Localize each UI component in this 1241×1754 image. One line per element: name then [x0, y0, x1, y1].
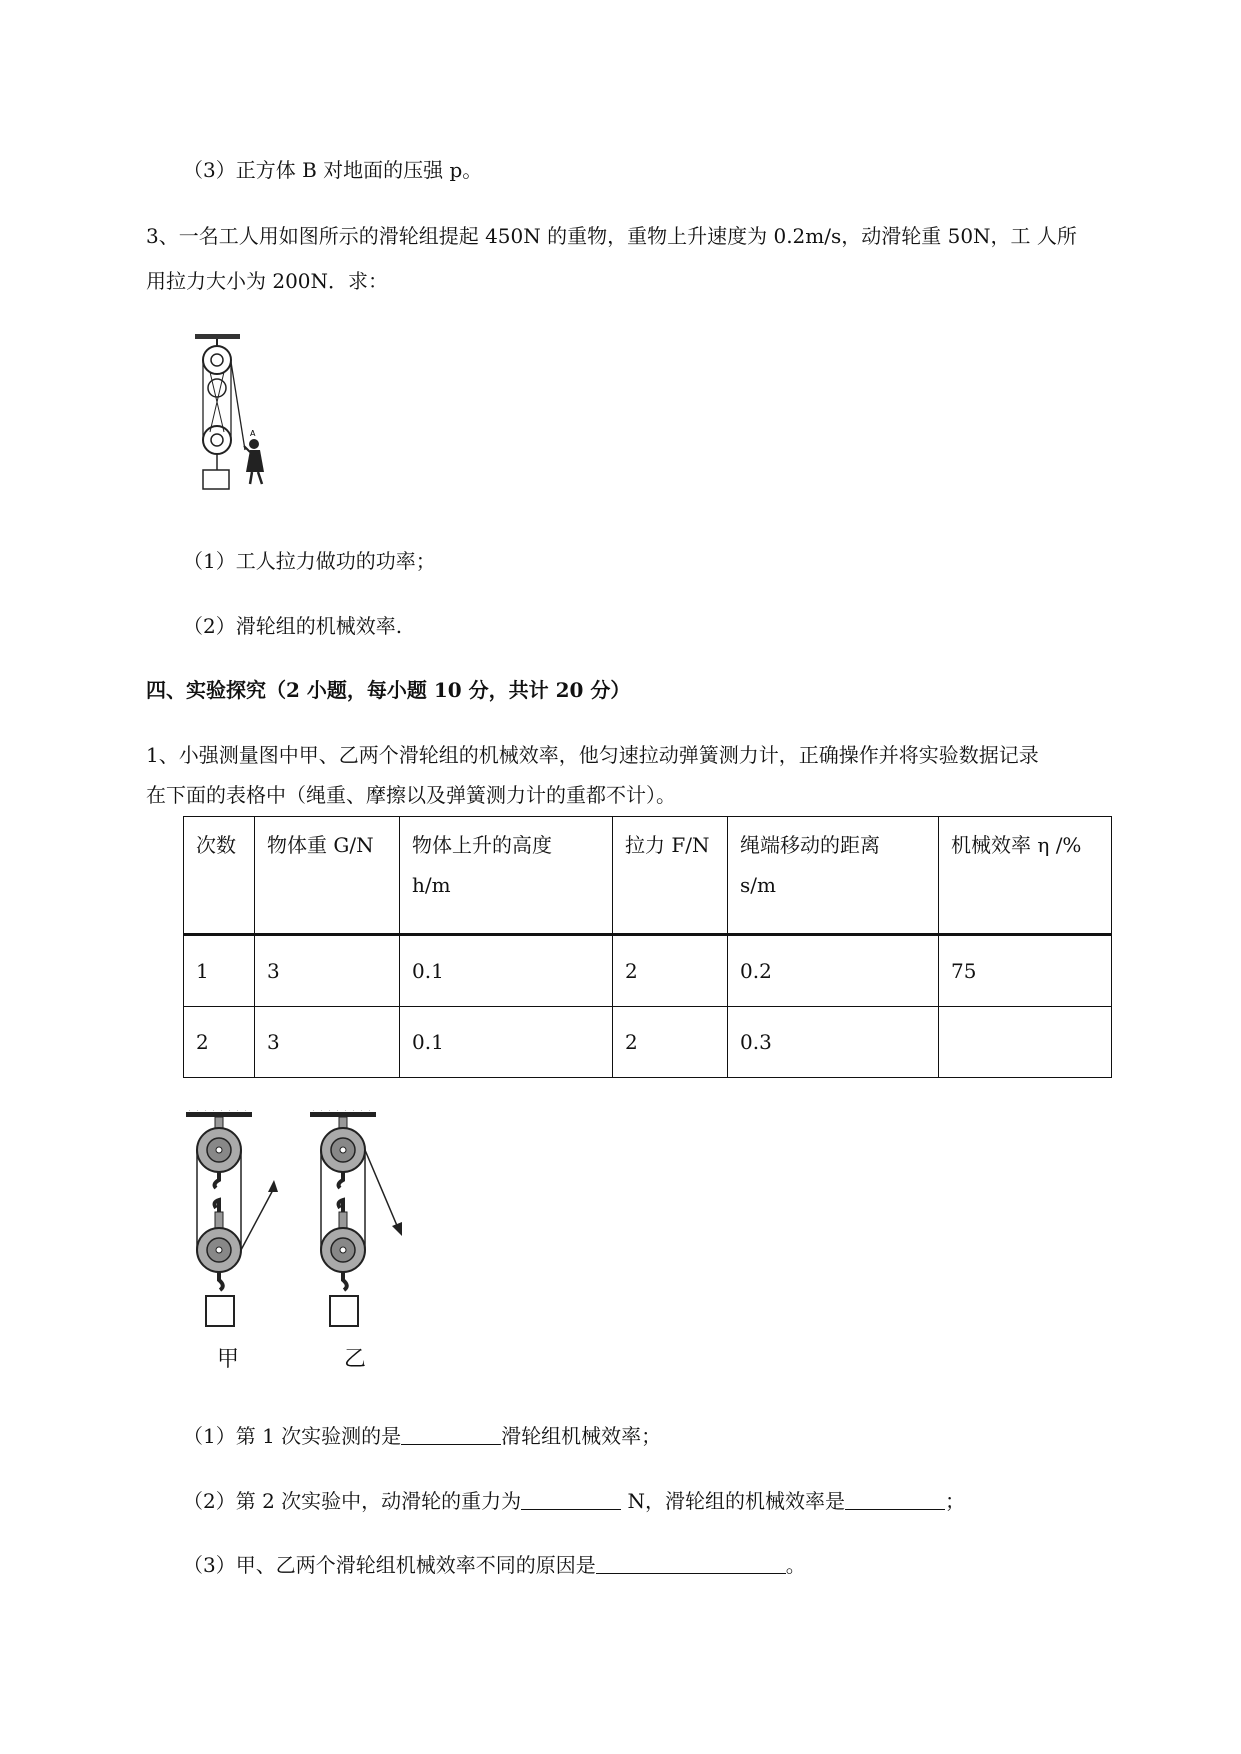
section-4-heading: 四、实验探究（2 小题，每小题 10 分，共计 20 分） — [146, 678, 631, 702]
figure-label-yi: 乙 — [344, 1347, 367, 1372]
table-cell: 3 — [255, 1007, 400, 1078]
question-3-sub-1: （1）工人拉力做功的功率； — [183, 549, 436, 573]
table-cell: 0.3 — [728, 1007, 939, 1078]
table-header-cell: 物体上升的高度 h/m — [400, 817, 613, 935]
table-cell: 1 — [184, 935, 255, 1007]
table-header-row — [184, 817, 1112, 935]
table-cell: 0.1 — [400, 935, 613, 1007]
table-cell: 2 — [613, 935, 728, 1007]
question-text: N，滑轮组的机械效率是 — [621, 1489, 846, 1513]
worker-icon — [244, 429, 264, 484]
experiment-data-table — [183, 816, 1112, 1078]
table-header-cell: 绳端移动的距离 s/m — [728, 817, 939, 935]
question-3-sub-2: （2）滑轮组的机械效率. — [183, 614, 403, 638]
question-text: （1）第 1 次实验测的是 — [183, 1424, 402, 1448]
svg-text:A: A — [250, 429, 256, 438]
answer-blank[interactable] — [401, 1424, 501, 1445]
answer-blank[interactable] — [521, 1489, 621, 1510]
table-cell: 2 — [184, 1007, 255, 1078]
question-text: 。 — [785, 1553, 806, 1577]
question-3-line-1: 3、一名工人用如图所示的滑轮组提起 450N 的重物，重物上升速度为 0.2m/s，动滑轮重 50N，工 人所 — [146, 224, 1077, 248]
table-cell: 3 — [255, 935, 400, 1007]
table-header-cell: 物体重 G/N — [255, 817, 400, 935]
question-text: 滑轮组机械效率； — [501, 1424, 662, 1448]
figure-label-jia: 甲 — [217, 1347, 240, 1372]
pulley-worker-figure — [190, 332, 280, 492]
table-header-cell: 次数 — [184, 817, 255, 935]
question-3-line-2: 用拉力大小为 200N．求： — [146, 269, 389, 293]
answer-blank[interactable] — [596, 1553, 786, 1574]
table-row — [184, 1007, 1112, 1078]
table-cell: 0.1 — [400, 1007, 613, 1078]
experiment-question-3 — [183, 1551, 806, 1579]
experiment-question-1 — [183, 1422, 661, 1450]
question-text: （2）第 2 次实验中，动滑轮的重力为 — [183, 1489, 522, 1513]
question-text: ； — [945, 1489, 966, 1513]
table-row — [184, 935, 1112, 1007]
table-cell: 0.2 — [728, 935, 939, 1007]
table-header-cell: 机械效率 η /% — [939, 817, 1112, 935]
prev-question-part-3: （3）正方体 B 对地面的压强 p。 — [183, 158, 483, 182]
table-cell: 2 — [613, 1007, 728, 1078]
experiment-1-line-1: 1、小强测量图中甲、乙两个滑轮组的机械效率，他匀速拉动弹簧测力计，正确操作并将实验数据记录 — [146, 743, 1039, 767]
table-cell — [939, 1007, 1112, 1078]
answer-blank[interactable] — [845, 1489, 945, 1510]
experiment-question-2 — [183, 1487, 965, 1515]
pulley-system-yi-figure — [306, 1110, 416, 1350]
pulley-system-jia-figure — [182, 1110, 292, 1350]
table-header-cell: 拉力 F/N — [613, 817, 728, 935]
experiment-1-line-2: 在下面的表格中（绳重、摩擦以及弹簧测力计的重都不计）。 — [146, 783, 676, 807]
question-text: （3）甲、乙两个滑轮组机械效率不同的原因是 — [183, 1553, 596, 1577]
table-cell: 75 — [939, 935, 1112, 1007]
